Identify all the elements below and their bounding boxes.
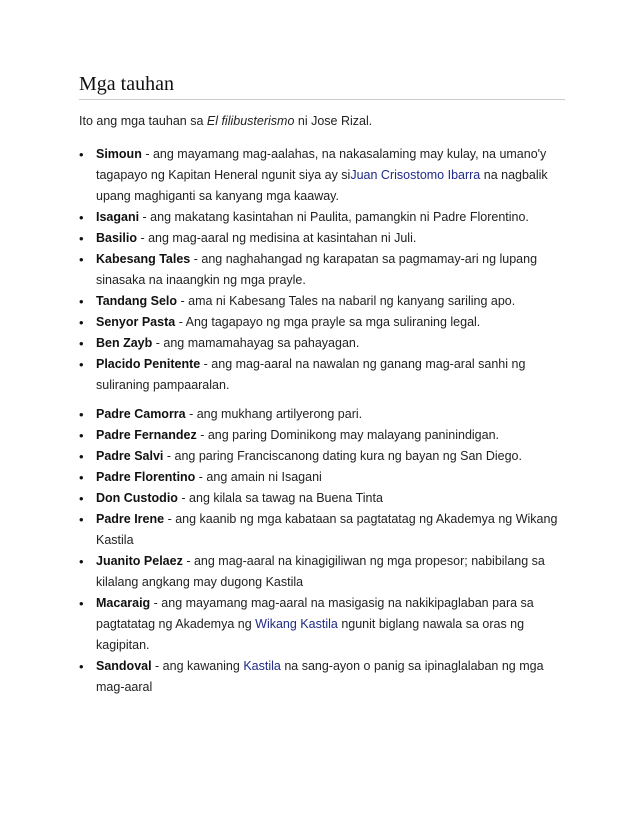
character-name: Sandoval <box>96 659 152 673</box>
list-item <box>79 593 569 656</box>
list-item <box>79 249 569 291</box>
character-description: - ang mayamang mag-aaral na masigasig na nakikipaglaban para sa pagtatatag ng Akademya ng <box>96 596 534 631</box>
character-name: Ben Zayb <box>96 336 153 350</box>
list-item <box>79 488 569 509</box>
character-name: Padre Florentino <box>96 470 196 484</box>
character-link[interactable]: Wikang Kastila <box>255 617 338 631</box>
character-name: Basilio <box>96 231 137 245</box>
list-item <box>79 228 569 249</box>
character-name: Don Custodio <box>96 491 178 505</box>
character-description: - ang mag-aaral na nawalan ng ganang mag-aral sanhi ng suliraning pampaaralan. <box>96 357 526 392</box>
list-item <box>79 144 569 207</box>
character-description-continued: na sang-ayon o panig sa ipinaglalaban ng mga mag-aaral <box>96 659 544 694</box>
character-description: - ang kilala sa tawag na Buena Tinta <box>177 491 383 505</box>
character-description: - ang kaanib ng mga kabataan sa pagtatatag ng Akademya ng Wikang Kastila <box>96 512 558 547</box>
character-name: Juanito Pelaez <box>96 554 183 568</box>
character-list <box>79 144 569 698</box>
character-description: - ang mukhang artilyerong pari. <box>185 407 363 421</box>
character-description: - ang paring Dominikong may malayang paninindigan. <box>196 428 499 442</box>
character-name: Padre Salvi <box>96 449 164 463</box>
intro-text-after: ni Jose Rizal. <box>294 114 373 128</box>
character-description: - ang mag-aaral na kinagigiliwan ng mga propesor; nabibilang sa kilalang angkang may dugong Kastila <box>96 554 545 589</box>
character-name: Simoun <box>96 147 142 161</box>
character-description: - ang amain ni Isagani <box>195 470 322 484</box>
character-description: - ang mag-aaral ng medisina at kasintahan ni Juli. <box>137 231 417 245</box>
character-description: - ang makatang kasintahan ni Paulita, pamangkin ni Padre Florentino. <box>139 210 529 224</box>
character-name: Padre Irene <box>96 512 165 526</box>
character-link[interactable]: Juan Crisostomo Ibarra <box>350 168 481 182</box>
character-name: Isagani <box>96 210 140 224</box>
section-heading: Mga tauhan <box>79 72 565 100</box>
book-title: El filibusterismo <box>206 114 295 128</box>
character-description: - ang mamamahayag sa pahayagan. <box>152 336 360 350</box>
character-name: Padre Camorra <box>96 407 186 421</box>
list-item <box>79 509 569 551</box>
list-item <box>79 291 569 312</box>
intro-paragraph <box>79 113 569 129</box>
list-item <box>79 354 569 396</box>
character-description: - Ang tagapayo ng mga prayle sa mga suliraning legal. <box>175 315 481 329</box>
list-item <box>79 425 569 446</box>
character-name: Tandang Selo <box>96 294 178 308</box>
character-description-continued: ngunit biglang nawala sa oras ng kagipitan. <box>96 617 525 652</box>
list-item <box>79 446 569 467</box>
character-description: - ama ni Kabesang Tales na nabaril ng kanyang sariling apo. <box>177 294 516 308</box>
intro-text-before: Ito ang mga tauhan sa <box>79 114 207 128</box>
character-name: Placido Penitente <box>96 357 201 371</box>
list-item <box>79 551 569 593</box>
character-description: - ang paring Franciscanong dating kura ng bayan ng San Diego. <box>163 449 522 463</box>
list-item <box>79 333 569 354</box>
list-item <box>79 656 569 698</box>
list-item <box>79 404 569 425</box>
character-name: Padre Fernandez <box>96 428 197 442</box>
character-description: - ang naghahangad ng karapatan sa pagmamay-ari ng lupang sinasaka na inaangkin ng mga prayle. <box>96 252 538 287</box>
character-description-continued: na nagbalik upang maghiganti sa kanyang mga kaaway. <box>96 168 548 203</box>
character-name: Kabesang Tales <box>96 252 191 266</box>
character-name: Senyor Pasta <box>96 315 176 329</box>
character-description: - ang mayamang mag-aalahas, na nakasalaming may kulay, na umano'y tagapayo ng Kapitan Heneral ngunit siya ay si <box>96 147 547 182</box>
character-link[interactable]: Kastila <box>243 659 281 673</box>
character-description: - ang kawaning <box>151 659 244 673</box>
character-name: Macaraig <box>96 596 151 610</box>
list-item <box>79 467 569 488</box>
list-item <box>79 207 569 228</box>
list-item <box>79 312 569 333</box>
